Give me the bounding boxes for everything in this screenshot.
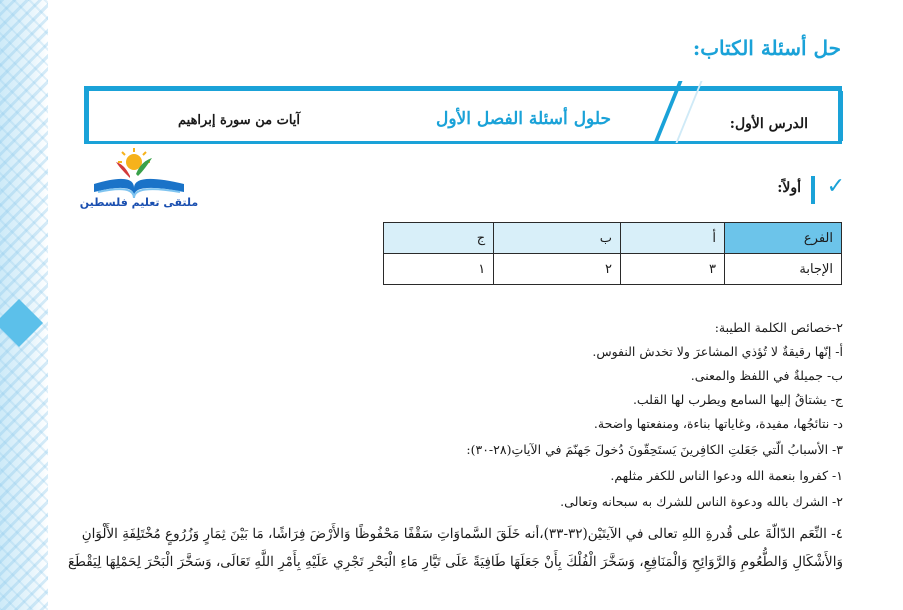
check-icon: ✓ xyxy=(826,174,845,199)
bar-separator-shadow xyxy=(675,81,702,143)
table-cell: أ xyxy=(621,223,725,254)
bar-right-cap xyxy=(838,91,843,141)
content-line: ج- يشتاقُ إليها السامع ويطرب لها القلب. xyxy=(632,392,843,407)
table-cell: ج xyxy=(384,223,494,254)
table-cell: ب xyxy=(494,223,621,254)
logo-text: ملتقى تعليم فلسطين xyxy=(79,196,199,209)
content-line: أ- إنّها رقيقةٌ لا تُؤذي المشاعرَ ولا تخدش النفوس. xyxy=(592,344,843,359)
bar-left-cap xyxy=(84,91,89,141)
table-row xyxy=(384,223,842,254)
lesson-header-bar xyxy=(84,86,842,144)
content-line: ١- كفروا بنعمة الله ودعوا الناس للكفر مثلهم. xyxy=(610,468,843,483)
table-header-cell: الفرع xyxy=(725,223,842,254)
table-header-cell: الإجابة xyxy=(725,254,842,285)
answers-table xyxy=(383,222,842,285)
heading-bar-mark xyxy=(811,176,815,204)
lesson-label: الدرس الأول: xyxy=(729,116,808,132)
content-line: ب- جميلةٌ في اللفظ والمعنى. xyxy=(690,368,843,383)
table-cell: ٣ xyxy=(621,254,725,285)
lesson-title: حلول أسئلة الفصل الأول xyxy=(436,109,611,129)
content-line: ٢-خصائص الكلمة الطيبة: xyxy=(714,320,843,335)
content-line: ٣- الأسبابُ الّتي جَعَلتِ الكافِرينَ يَستَحِقّونَ دُخولَ جَهنّمَ في الآياتِ(٢٨-٣٠): xyxy=(466,442,843,457)
content-line: د- نتائجُها، مفيدة، وغاياتها بناءة، ومنفعتها واضحة. xyxy=(593,416,843,431)
section-title: حل أسئلة الكتاب: xyxy=(692,36,841,60)
table-row xyxy=(384,254,842,285)
first-label: أولاً: xyxy=(777,180,801,196)
lesson-topic: آيات من سورة إبراهيم xyxy=(178,113,301,128)
answer-content xyxy=(53,316,843,576)
table-cell: ٢ xyxy=(494,254,621,285)
table-cell: ١ xyxy=(384,254,494,285)
content-paragraph: ٤- النِّعَم الدّالّةَ على قُدرةِ اللهِ تعالى في الآيتَيْن(٣٢-٣٣)،أنه خَلَقَ السَّماوَاتِ سَقْفًا مَحْفُوظًا وَالأَرْضَ فِرَاشًا، مَا بَيْنَ ثِمَارٍ وَزُرُوعٍ مُخْتَلِفَةِ الأَلْوَانِ وَالأَشْكَالِ وَالطُّعُومِ وَالرَّوَائِحِ وَالْمَنَافِعِ، وَسَخَّرَ الْفُلْكَ بِأَنْ جَعَلَهَا طَافِيَةً عَلَى تَيَّارِ مَاءِ الْبَحْرِ تَجْرِي عَلَيْهِ بِأَمْرِ اللَّهِ تَعَالَى، وَسَخَّرَ الْبَحْرَ لِحَمْلِهَا لِيَقْطَعَ xyxy=(67,526,843,570)
content-line: ٢- الشرك بالله ودعوة الناس للشرك به سبحانه وتعالى. xyxy=(560,494,843,509)
